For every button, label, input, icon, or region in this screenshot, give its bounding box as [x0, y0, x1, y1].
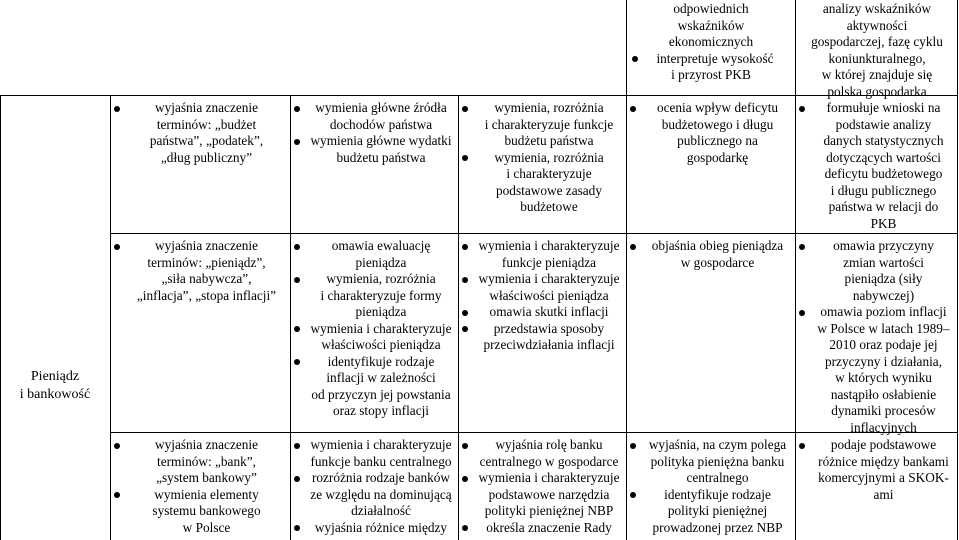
list-item — [294, 354, 457, 420]
text-line: nastąpiło osłabienie — [830, 386, 937, 402]
row3-col5 — [799, 437, 957, 503]
text-line: deficytu budżetowego — [824, 166, 943, 181]
text-line: analizy wskaźników — [822, 1, 932, 16]
list-item — [799, 100, 957, 232]
text-line: wymienia, rozróżnia — [326, 271, 436, 286]
text-line: prowadzonej przez NBP — [652, 519, 783, 535]
text-line: podstawowe zasady — [496, 182, 602, 198]
text-line: wyjaśnia znaczenie — [155, 437, 258, 452]
text-line: budżetu państwa — [504, 133, 594, 148]
text-line: w gospodarce — [680, 254, 755, 270]
list-item — [114, 100, 288, 166]
list-item — [799, 238, 957, 304]
text-line: państwa w relacji do — [828, 199, 939, 214]
text-line: wymienia, rozróżnia — [494, 100, 604, 115]
list-item — [630, 238, 794, 271]
list-item — [294, 100, 457, 133]
text-line: i charakteryzuje — [506, 166, 592, 181]
list-item — [462, 100, 625, 150]
text-line: podaje podstawowe — [830, 437, 937, 452]
header-col5 — [797, 1, 957, 100]
text-line: inflacyjnych — [850, 419, 917, 435]
text-line: wymienia i charakteryzuje — [478, 271, 620, 286]
text-line: budżetowego i długu — [661, 116, 774, 132]
text-line: wymienia główne wydatki — [310, 133, 452, 148]
text-line: omawia skutki inflacji — [489, 304, 609, 319]
table-border — [0, 95, 1, 540]
list-item — [462, 520, 625, 537]
row1-col2 — [294, 100, 457, 166]
text-line: od przyczyn jej powstania — [311, 386, 451, 402]
row2-col4 — [630, 238, 794, 271]
list-item — [462, 238, 625, 271]
text-line: interpretuje wysokość — [656, 50, 774, 66]
row1-col1 — [114, 100, 288, 166]
text-line: formułuje wnioski na — [826, 100, 941, 115]
list-item — [462, 321, 625, 354]
text-line: pieniądza — [355, 304, 407, 319]
text-line: wyjaśnia, na czym polega — [648, 437, 787, 452]
table-border — [957, 0, 958, 540]
list-item — [114, 437, 288, 487]
list-item — [799, 304, 957, 436]
text-line: terminów: „budżet — [156, 116, 257, 132]
text-line: przedstawia sposoby — [493, 320, 605, 336]
text-line: w Polsce — [182, 519, 231, 535]
text-line: omawia poziom inflacji — [820, 304, 947, 319]
text-line: ze względu na dominującą — [310, 486, 452, 502]
text-line: centralnego w gospodarce — [479, 453, 619, 469]
table-border — [110, 233, 958, 234]
text-line: różnice między bankami — [818, 453, 949, 469]
text-line: ocenia wpływ deficytu — [656, 100, 779, 115]
text-line: dochodów państwa — [329, 116, 433, 132]
text-line: odpowiednich — [673, 1, 749, 16]
list-item — [462, 470, 625, 520]
list-item — [294, 238, 457, 271]
text-line: w Polsce w latach 1989– — [817, 320, 950, 336]
row2-col3 — [462, 238, 625, 354]
text-line: publicznego na — [677, 133, 758, 148]
table-border — [795, 0, 796, 540]
text-line: wyjaśnia znaczenie — [155, 238, 258, 253]
text-line: funkcje banku centralnego — [310, 453, 452, 469]
text-line: objaśnia obieg pieniądza — [651, 238, 784, 253]
text-line: polityki pieniężnej NBP — [484, 503, 614, 518]
text-line: wskaźników — [677, 17, 745, 33]
row1-col5 — [799, 100, 957, 232]
text-line: oraz stopy inflacji — [333, 403, 429, 418]
text-line: działalność — [351, 503, 411, 518]
text-line: nabywczej) — [852, 287, 915, 303]
list-item — [294, 520, 457, 537]
text-line: przeciwdziałania inflacji — [483, 337, 615, 352]
text-line: polityki pieniężnej — [667, 503, 768, 518]
text-line: rozróżnia rodzaje banków — [311, 470, 451, 485]
text-line: pieniądza (siły — [844, 271, 923, 286]
text-line: inflacji w zależności — [326, 370, 436, 385]
text-line: pieniądza — [355, 254, 407, 270]
table-border — [458, 95, 459, 540]
list-item — [799, 437, 957, 503]
row2-col1 — [114, 238, 288, 304]
text-line: i charakteryzuje funkcje — [484, 116, 614, 132]
text-line: w których wyniku — [835, 370, 932, 385]
text-line: funkcje pieniądza — [501, 254, 597, 270]
text-line: podstawie analizy — [835, 116, 932, 132]
row2-col5 — [799, 238, 957, 436]
table-border — [290, 95, 291, 540]
text-line: gospodarkę — [686, 149, 749, 165]
text-line: wyjaśnia znaczenie — [155, 100, 258, 115]
list-item — [462, 437, 625, 470]
text-line: ami — [873, 486, 894, 502]
text-line: wymienia i charakteryzuje — [310, 437, 452, 452]
text-line: wyjaśnia różnice między — [314, 519, 448, 535]
text-line: właściwości pieniądza — [321, 337, 441, 352]
text-line: budżetu państwa — [336, 149, 426, 165]
text-line: centralnego — [686, 470, 749, 485]
text-line: podstawowe narzędzia — [488, 486, 610, 502]
text-line: wymienia i charakteryzuje — [310, 320, 452, 336]
list-item — [630, 487, 794, 537]
text-line: dotyczących wartości — [826, 149, 941, 165]
section-label — [0, 368, 110, 404]
list-item — [628, 51, 794, 68]
list-item — [462, 150, 625, 216]
list-item — [114, 238, 288, 304]
list-item — [294, 271, 457, 321]
text-line: komercyjnymi a SKOK- — [818, 470, 949, 485]
text-line: polityka pieniężna banku — [650, 453, 785, 469]
text-line: systemu bankowego — [152, 503, 261, 518]
text-line: danych statystycznych — [823, 133, 944, 148]
text-line: wymienia i charakteryzuje — [478, 470, 620, 485]
text-line: i charakteryzuje formy — [320, 287, 442, 303]
text-line: państwa”, „podatek”, — [149, 133, 264, 148]
text-line: budżetowe — [520, 199, 578, 214]
text-line: wymienia i charakteryzuje — [478, 238, 620, 253]
section-label-line: Pieniądz — [30, 369, 80, 384]
list-item — [294, 133, 457, 166]
row3-col2 — [294, 437, 457, 536]
text-line: właściwości pieniądza — [489, 287, 609, 303]
list-item — [630, 100, 794, 166]
header-col4 — [628, 1, 794, 84]
text-line: „inflacja”, „stopa inflacji” — [136, 287, 277, 303]
text-line: terminów: „pieniądz”, — [147, 254, 266, 270]
row2-col2 — [294, 238, 457, 420]
text-line: wymienia, rozróżnia — [494, 149, 604, 165]
text-line: omawia ewaluację — [331, 238, 431, 253]
text-line: dynamiki procesów — [831, 403, 936, 418]
text-line: wymienia główne źródła — [315, 100, 447, 115]
text-line: i długu publicznego — [830, 182, 937, 198]
list-item — [294, 437, 457, 470]
row3-col3 — [462, 437, 625, 536]
text-line: aktywności — [846, 17, 908, 33]
list-item — [462, 304, 625, 321]
text-line: 2010 oraz podaje jej — [829, 337, 938, 352]
text-line: ekonomicznych — [668, 34, 754, 49]
text-line: omawia przyczyny — [833, 238, 934, 253]
text-line: przyczyny i działania, — [824, 353, 943, 369]
list-item — [462, 271, 625, 304]
text-line: określa znaczenie Rady — [486, 519, 612, 535]
table-border — [110, 95, 111, 540]
text-line: gospodarczej, fazę cyklu — [811, 34, 943, 49]
row3-col4 — [630, 437, 794, 536]
row1-col3 — [462, 100, 625, 216]
text-line: polska gospodarka — [827, 83, 927, 99]
list-item — [630, 437, 794, 487]
text-line: identyfikuje rodzaje — [664, 486, 771, 502]
text-line: terminów: „bank”, — [157, 453, 256, 469]
text-line: „dług publiczny” — [160, 149, 253, 165]
text-line: wyjaśnia rolę banku — [495, 437, 603, 452]
row3-col1 — [114, 437, 288, 536]
list-item — [294, 470, 457, 520]
table-border — [626, 0, 627, 540]
text-line: w której znajduje się — [821, 67, 933, 82]
text-line: „system bankowy” — [156, 470, 257, 485]
text-line: identyfikuje rodzaje — [327, 353, 435, 369]
section-label-line: i bankowość — [19, 387, 91, 402]
text-line: zmian wartości — [843, 254, 924, 270]
text-line: i przyrost PKB — [671, 67, 751, 82]
text-line: PKB — [870, 215, 897, 231]
bullet-icon — [632, 56, 638, 62]
text-line: koniunkturalnego, — [828, 50, 926, 66]
text-line: wymienia elementy — [154, 486, 259, 502]
list-item — [114, 487, 288, 537]
text-line: „siła nabywcza”, — [161, 271, 252, 286]
row1-col4 — [630, 100, 794, 166]
list-item — [294, 321, 457, 354]
